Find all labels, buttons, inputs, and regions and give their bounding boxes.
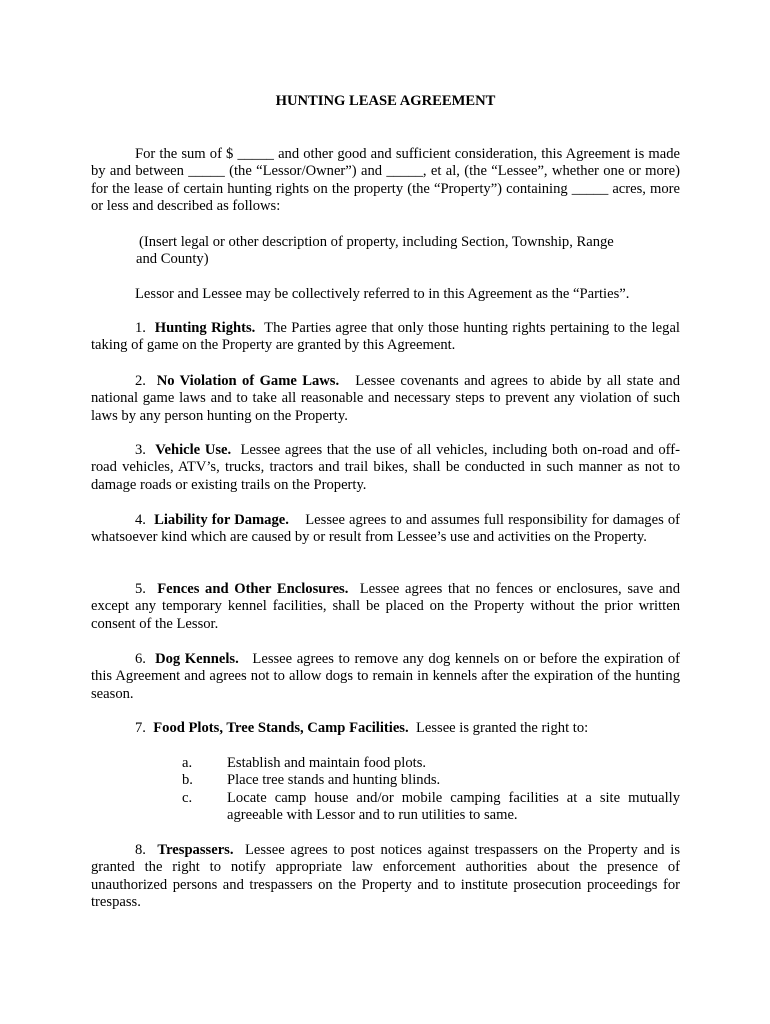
section-hunting-rights bbox=[91, 320, 680, 355]
section-number: 8. bbox=[135, 842, 146, 858]
list-item-letter: a. bbox=[182, 755, 193, 771]
list-item-text: Locate camp house and/or mobile camping facilities at a site mutually agreeable with Lessor and to run utilities to same. bbox=[227, 790, 680, 824]
section-food-plots bbox=[91, 720, 680, 737]
section-number: 1. bbox=[135, 320, 146, 336]
section-body: Lessee agrees to post notices against trespassers on the Property and is granted the right to notify appropriate law enforcement authorities about the presence of unauthorized persons and trespassers on the Property and to institute prosecution proceedings for trespass. bbox=[91, 842, 681, 911]
section-body: The Parties agree that only those hunting rights pertaining to the legal taking of game on the Property are granted by this Agreement. bbox=[91, 320, 680, 354]
section-number: 2. bbox=[135, 373, 146, 389]
section-vehicle-use bbox=[91, 442, 680, 494]
section-body: Lessee covenants and agrees to abide by all state and national game laws and to take all reasonable and necessary steps to prevent any violation of such laws by any person hunting on the Property. bbox=[91, 373, 680, 424]
section-number: 4. bbox=[135, 512, 146, 528]
section-heading: Dog Kennels. bbox=[155, 651, 239, 667]
list-item bbox=[182, 772, 680, 790]
section-heading: Trespassers. bbox=[157, 842, 234, 858]
section-body: Lessee is granted the right to: bbox=[415, 720, 589, 736]
description-line-1: (Insert legal or other description of property, including Section, Township, Range bbox=[139, 234, 614, 250]
description-line-2: and County) bbox=[136, 251, 209, 268]
section-heading: Food Plots, Tree Stands, Camp Facilities. bbox=[153, 720, 409, 736]
section-number: 7. bbox=[135, 720, 146, 736]
section-body: Lessee agrees that the use of all vehicles, including both on-road and off-road vehicles, ATV’s, trucks, tractors and trail bikes, shall be conducted in such manner as not to damage roads or existing trails on the Property. bbox=[91, 442, 681, 493]
property-description bbox=[136, 234, 656, 269]
section-heading: Liability for Damage. bbox=[154, 512, 289, 528]
section-body: Lessee agrees to remove any dog kennels on or before the expiration of this Agreement and agrees not to allow dogs to remain in kennels after the expiration of the hunting season. bbox=[91, 651, 681, 702]
section-number: 6. bbox=[135, 651, 146, 667]
section-game-laws bbox=[91, 373, 680, 425]
section-number: 5. bbox=[135, 581, 146, 597]
section-heading: Fences and Other Enclosures. bbox=[157, 581, 349, 597]
list-item bbox=[182, 755, 680, 773]
list-item-text: Place tree stands and hunting blinds. bbox=[227, 772, 441, 788]
intro-paragraph: For the sum of $ _____ and other good and sufficient consideration, this Agreement is made by and between _____ (the “Lessor/Owner”) and _____, et al, (the “Lessee”, whether one or more) for the lease of certain hunting rights on the property (the “Property”) containing _____ acres, more or less and described as follows: bbox=[91, 146, 680, 215]
section-heading: Vehicle Use. bbox=[155, 442, 232, 458]
list-item-letter: b. bbox=[182, 772, 193, 788]
section-heading: Hunting Rights. bbox=[154, 320, 256, 336]
parties-paragraph: Lessor and Lessee may be collectively referred to in this Agreement as the “Parties”. bbox=[135, 286, 630, 302]
list-item-letter: c. bbox=[182, 790, 193, 806]
section-body: Lessee agrees that no fences or enclosures, save and except any temporary kennel facilities, shall be placed on the Property without the prior written consent of the Lessor. bbox=[91, 581, 680, 632]
section-body: Lessee agrees to and assumes full responsibility for damages of whatsoever kind which are caused by or result from Lessee’s use and activities on the Property. bbox=[91, 512, 681, 546]
document-title: HUNTING LEASE AGREEMENT bbox=[275, 93, 496, 109]
section-liability bbox=[91, 512, 680, 547]
section-number: 3. bbox=[135, 442, 146, 458]
list-item bbox=[182, 790, 680, 826]
list-item-text: Establish and maintain food plots. bbox=[227, 755, 427, 771]
section-fences bbox=[91, 581, 680, 633]
section-dog-kennels bbox=[91, 651, 680, 703]
section-heading: No Violation of Game Laws. bbox=[156, 373, 340, 389]
section-trespassers bbox=[91, 842, 680, 912]
